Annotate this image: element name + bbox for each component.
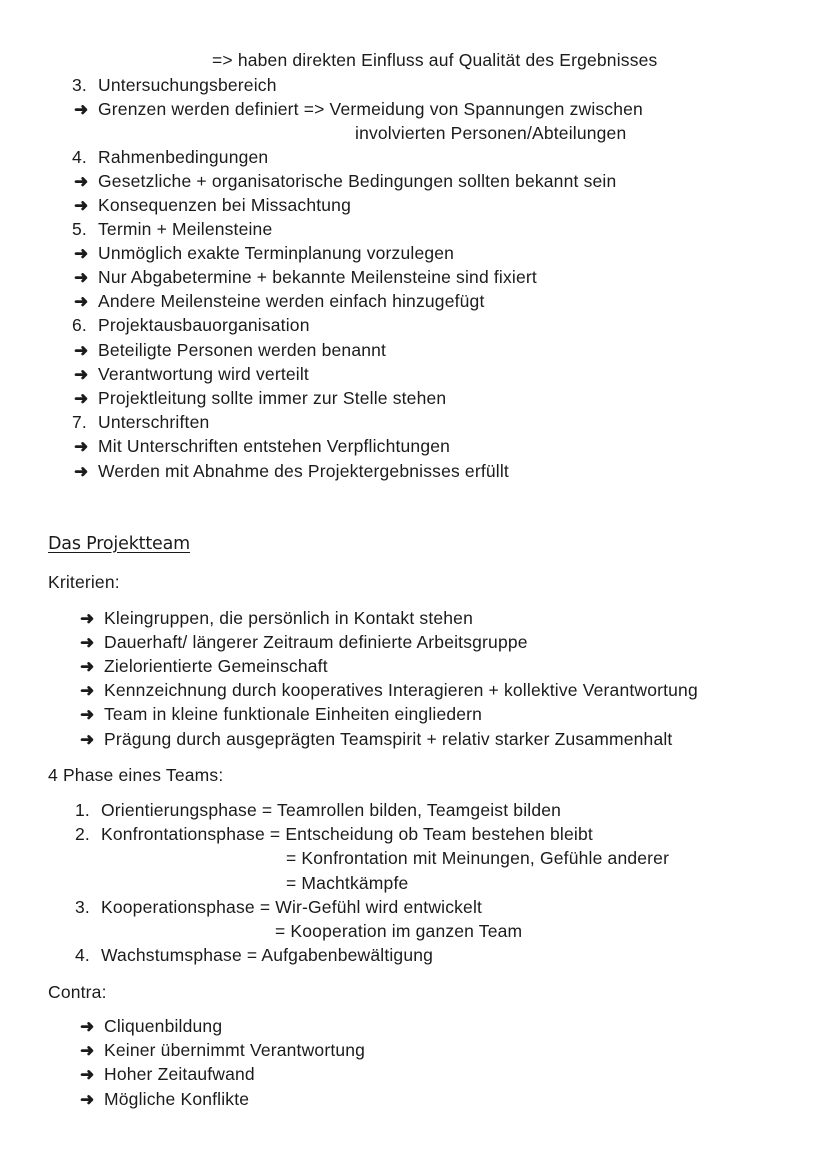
arrow-right-icon: ➜ — [80, 1041, 95, 1060]
list-item-text: Wachstumsphase = Aufgabenbewältigung — [101, 945, 434, 965]
list-item-text: Zielorientierte Gemeinschaft — [104, 656, 328, 676]
list-item-text: Termin + Meilensteine — [98, 219, 273, 239]
list-item-text: Mit Unterschriften entstehen Verpflichtungen — [98, 436, 451, 456]
list-item — [72, 219, 272, 240]
list-item — [75, 800, 561, 821]
list-item-text: Unterschriften — [98, 412, 210, 432]
list-item-continuation: = Machtkämpfe — [286, 873, 409, 893]
list-item-text: Kennzeichnung durch kooperatives Interagieren + kollektive Verantwortung — [104, 680, 698, 700]
list-item — [72, 315, 310, 336]
list-item — [74, 388, 446, 409]
arrow-right-icon: ➜ — [80, 657, 95, 676]
arrow-right-icon: ➜ — [80, 1090, 95, 1109]
list-item — [74, 99, 643, 120]
list-item — [74, 436, 450, 457]
list-item — [72, 147, 268, 168]
arrow-right-icon: ➜ — [74, 172, 89, 191]
list-item — [72, 412, 209, 433]
list-item — [74, 243, 454, 264]
list-item — [80, 1089, 249, 1110]
list-marker: 1. — [75, 800, 90, 820]
arrow-right-icon: ➜ — [74, 365, 89, 384]
list-item — [74, 291, 485, 312]
list-marker: 7. — [72, 412, 87, 432]
arrow-right-icon: ➜ — [74, 196, 89, 215]
arrow-right-icon: ➜ — [74, 462, 89, 481]
arrow-right-icon: ➜ — [74, 268, 89, 287]
list-item — [80, 704, 482, 725]
list-item-text: Projektleitung sollte immer zur Stelle stehen — [98, 388, 447, 408]
list-item — [80, 1016, 222, 1037]
list-item — [74, 340, 386, 361]
arrow-right-icon: ➜ — [74, 437, 89, 456]
list-item — [80, 632, 528, 653]
arrow-right-icon: ➜ — [74, 341, 89, 360]
list-item — [80, 608, 473, 629]
list-item-text: Hoher Zeitaufwand — [104, 1064, 255, 1084]
list-marker: 5. — [72, 219, 87, 239]
list-item-text: Cliquenbildung — [104, 1016, 223, 1036]
list-item-text: Gesetzliche + organisatorische Bedingungen sollten bekannt sein — [98, 171, 617, 191]
list-item-text: Projektausbauorganisation — [98, 315, 310, 335]
list-item-text: Team in kleine funktionale Einheiten eingliedern — [104, 704, 483, 724]
section-heading-projektteam: Das Projektteam — [48, 534, 191, 554]
list-item — [74, 195, 351, 216]
intro-continuation-line: => haben direkten Einfluss auf Qualität des Ergebnisses — [212, 50, 658, 70]
arrow-right-icon: ➜ — [74, 389, 89, 408]
list-item-text: Orientierungsphase = Teamrollen bilden, Teamgeist bilden — [101, 800, 562, 820]
list-item-text: Kooperationsphase = Wir-Gefühl wird entwickelt — [101, 897, 483, 917]
arrow-right-icon: ➜ — [74, 244, 89, 263]
list-item — [75, 824, 593, 845]
phasen-label: 4 Phase eines Teams: — [48, 765, 224, 785]
list-item-text: Verantwortung wird verteilt — [98, 364, 309, 384]
list-item-continuation: = Kooperation im ganzen Team — [275, 921, 523, 941]
list-item — [74, 364, 309, 385]
list-item-text: Konsequenzen bei Missachtung — [98, 195, 351, 215]
list-marker: 4. — [72, 147, 87, 167]
list-item-text: Konfrontationsphase = Entscheidung ob Team bestehen bleibt — [101, 824, 593, 844]
arrow-right-icon: ➜ — [80, 705, 95, 724]
arrow-right-icon: ➜ — [74, 292, 89, 311]
list-item — [74, 171, 616, 192]
list-item-text: Nur Abgabetermine + bekannte Meilensteine sind fixiert — [98, 267, 537, 287]
list-item — [80, 1040, 365, 1061]
arrow-right-icon: ➜ — [80, 1017, 95, 1036]
arrow-right-icon: ➜ — [74, 100, 89, 119]
arrow-right-icon: ➜ — [80, 730, 95, 749]
list-item-text: Keiner übernimmt Verantwortung — [104, 1040, 366, 1060]
list-item — [80, 1064, 255, 1085]
list-marker: 6. — [72, 315, 87, 335]
list-item-text: Werden mit Abnahme des Projektergebnisses erfüllt — [98, 461, 509, 481]
arrow-right-icon: ➜ — [80, 681, 95, 700]
contra-label: Contra: — [48, 982, 107, 1002]
list-item-text: Rahmenbedingungen — [98, 147, 269, 167]
list-item — [75, 897, 482, 918]
list-item-continuation: = Konfrontation mit Meinungen, Gefühle anderer — [286, 848, 670, 868]
list-item — [80, 656, 328, 677]
list-item-text: Dauerhaft/ längerer Zeitraum definierte Arbeitsgruppe — [104, 632, 528, 652]
list-item-text: Beteiligte Personen werden benannt — [98, 340, 387, 360]
list-marker: 4. — [75, 945, 90, 965]
list-item — [80, 729, 672, 750]
list-item-text: Mögliche Konflikte — [104, 1089, 250, 1109]
list-item-text: Grenzen werden definiert => Vermeidung von Spannungen zwischen — [98, 99, 643, 119]
list-item — [75, 945, 433, 966]
list-item-continuation: involvierten Personen/Abteilungen — [355, 123, 627, 143]
kriterien-label: Kriterien: — [48, 572, 120, 592]
list-marker: 3. — [72, 75, 87, 95]
list-item-text: Unmöglich exakte Terminplanung vorzulegen — [98, 243, 455, 263]
list-item-text: Prägung durch ausgeprägten Teamspirit + relativ starker Zusammenhalt — [104, 729, 673, 749]
list-item-text: Andere Meilensteine werden einfach hinzugefügt — [98, 291, 485, 311]
list-item — [74, 461, 509, 482]
arrow-right-icon: ➜ — [80, 633, 95, 652]
list-item-text: Kleingruppen, die persönlich in Kontakt stehen — [104, 608, 473, 628]
list-marker: 2. — [75, 824, 90, 844]
list-item — [80, 680, 698, 701]
list-item — [72, 75, 277, 96]
list-marker: 3. — [75, 897, 90, 917]
arrow-right-icon: ➜ — [80, 609, 95, 628]
arrow-right-icon: ➜ — [80, 1065, 95, 1084]
list-item-text: Untersuchungsbereich — [98, 75, 277, 95]
list-item — [74, 267, 537, 288]
